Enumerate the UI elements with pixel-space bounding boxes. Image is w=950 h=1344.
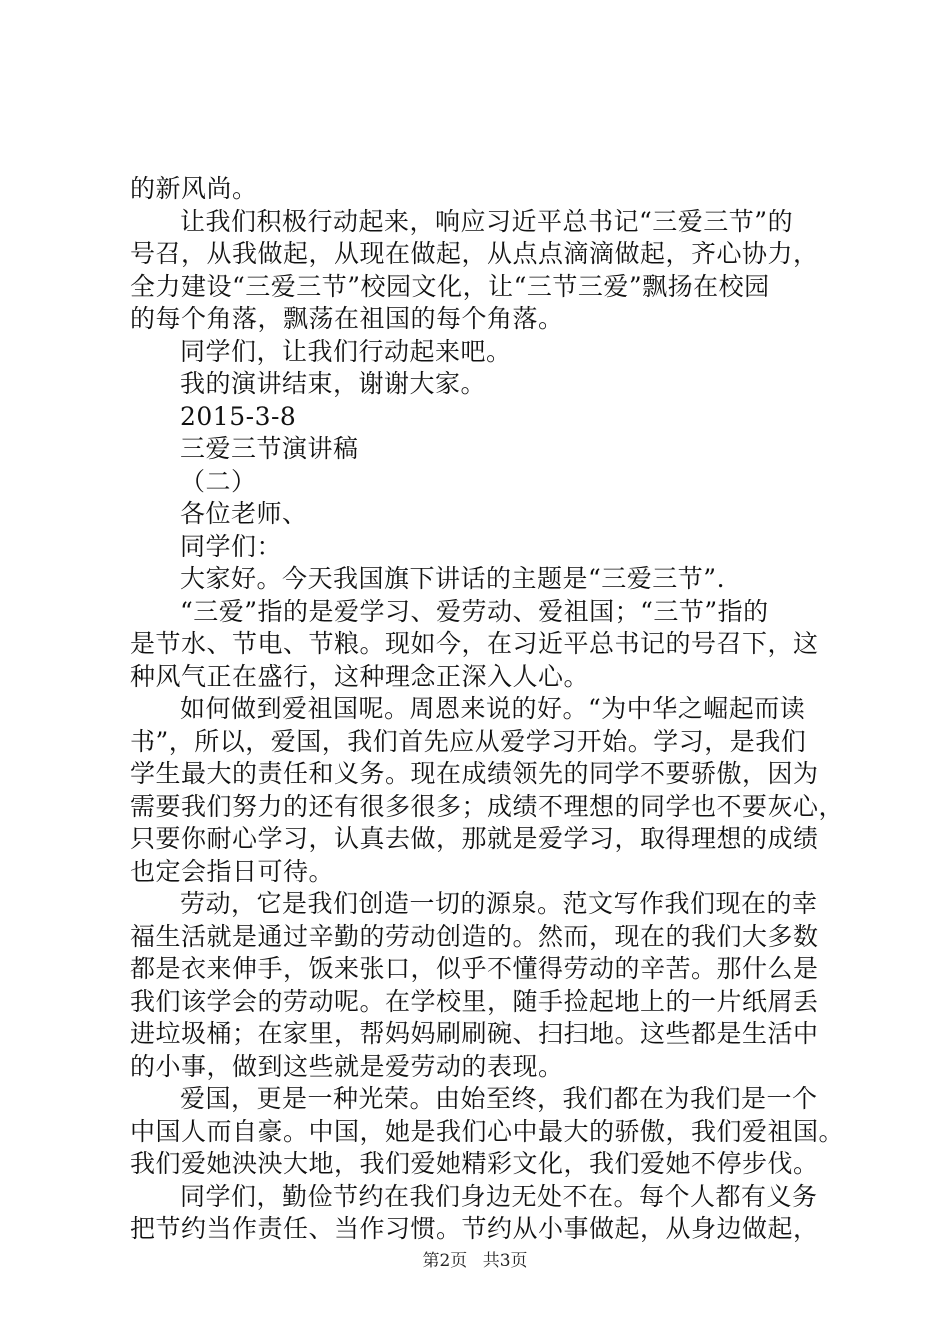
- text-line: 种风气正在盛行，这种理念正深入人心。: [130, 661, 590, 691]
- text-line: 劳动，它是我们创造一切的源泉。范文写作我们现在的幸: [180, 889, 818, 918]
- text-line: 大家好。今天我国旗下讲话的主题是“三爱三节”.: [180, 564, 726, 593]
- text-line: 我的演讲结束，谢谢大家。: [180, 369, 487, 398]
- text-line: “三爱”指的是爱学习、爱劳动、爱祖国；“三节”指的: [180, 596, 769, 626]
- text-line: 全力建设“三爱三节”校园文化，让“三节三爱”飘扬在校园: [130, 271, 770, 301]
- text-line: 中国人而自豪。中国，她是我们心中最大的骄傲，我们爱祖国。: [130, 1116, 845, 1146]
- text-line: 同学们：: [180, 531, 283, 561]
- text-line: 同学们，勤俭节约在我们身边无处不在。每个人都有义务: [180, 1181, 818, 1211]
- text-line: 是节水、节电、节粮。现如今，在习近平总书记的号召下，这: [130, 629, 819, 658]
- text-line: 号召，从我做起，从现在做起，从点点滴滴做起，齐心协力，: [130, 239, 819, 268]
- text-line: 我们该学会的劳动呢。在学校里，随手捡起地上的一片纸屑丢: [130, 986, 819, 1016]
- text-line: 的新风尚。: [130, 174, 258, 203]
- text-line: 爱国，更是一种光荣。由始至终，我们都在为我们是一个: [180, 1084, 818, 1113]
- text-line: 各位老师、: [180, 499, 308, 528]
- text-line: 书”，所以，爱国，我们首先应从爱学习开始。学习，是我们: [130, 726, 807, 756]
- page-footer: [0, 1246, 950, 1271]
- document-body: [130, 173, 845, 1246]
- text-line: 同学们，让我们行动起来吧。: [180, 336, 512, 366]
- text-line: 福生活就是通过辛勤的劳动创造的。然而，现在的我们大多数: [130, 921, 819, 951]
- text-line: （二）: [180, 466, 257, 496]
- page-number: 第2页: [422, 1251, 468, 1271]
- text-line: 的每个角落，飘荡在祖国的每个角落。: [130, 304, 564, 333]
- text-line: 把节约当作责任、当作习惯。节约从小事做起，从身边做起，: [130, 1214, 819, 1243]
- text-line: 只要你耐心学习，认真去做，那就是爱学习，取得理想的成绩: [130, 824, 819, 853]
- text-line: 都是衣来伸手，饭来张口，似乎不懂得劳动的辛苦。那什么是: [130, 954, 819, 983]
- text-line: 学生最大的责任和义务。现在成绩领先的同学不要骄傲，因为: [130, 759, 819, 788]
- text-line: 我们爱她泱泱大地，我们爱她精彩文化，我们爱她不停步伐。: [130, 1149, 819, 1178]
- text-line: 的小事，做到这些就是爱劳动的表现。: [130, 1051, 564, 1081]
- text-line: 需要我们努力的还有很多很多；成绩不理想的同学也不要灰心，: [130, 791, 845, 821]
- text-line: 三爱三节演讲稿: [180, 434, 359, 463]
- text-line: 进垃圾桶；在家里，帮妈妈刷刷碗、扫扫地。这些都是生活中: [130, 1019, 819, 1048]
- page-total: 共3页: [482, 1251, 528, 1271]
- text-line: 如何做到爱祖国呢。周恩来说的好。“为中华之崛起而读: [180, 694, 806, 723]
- text-line: 2015-3-8: [180, 401, 297, 431]
- text-line: 让我们积极行动起来，响应习近平总书记“三爱三节”的: [180, 206, 794, 236]
- text-line: 也定会指日可待。: [130, 856, 335, 886]
